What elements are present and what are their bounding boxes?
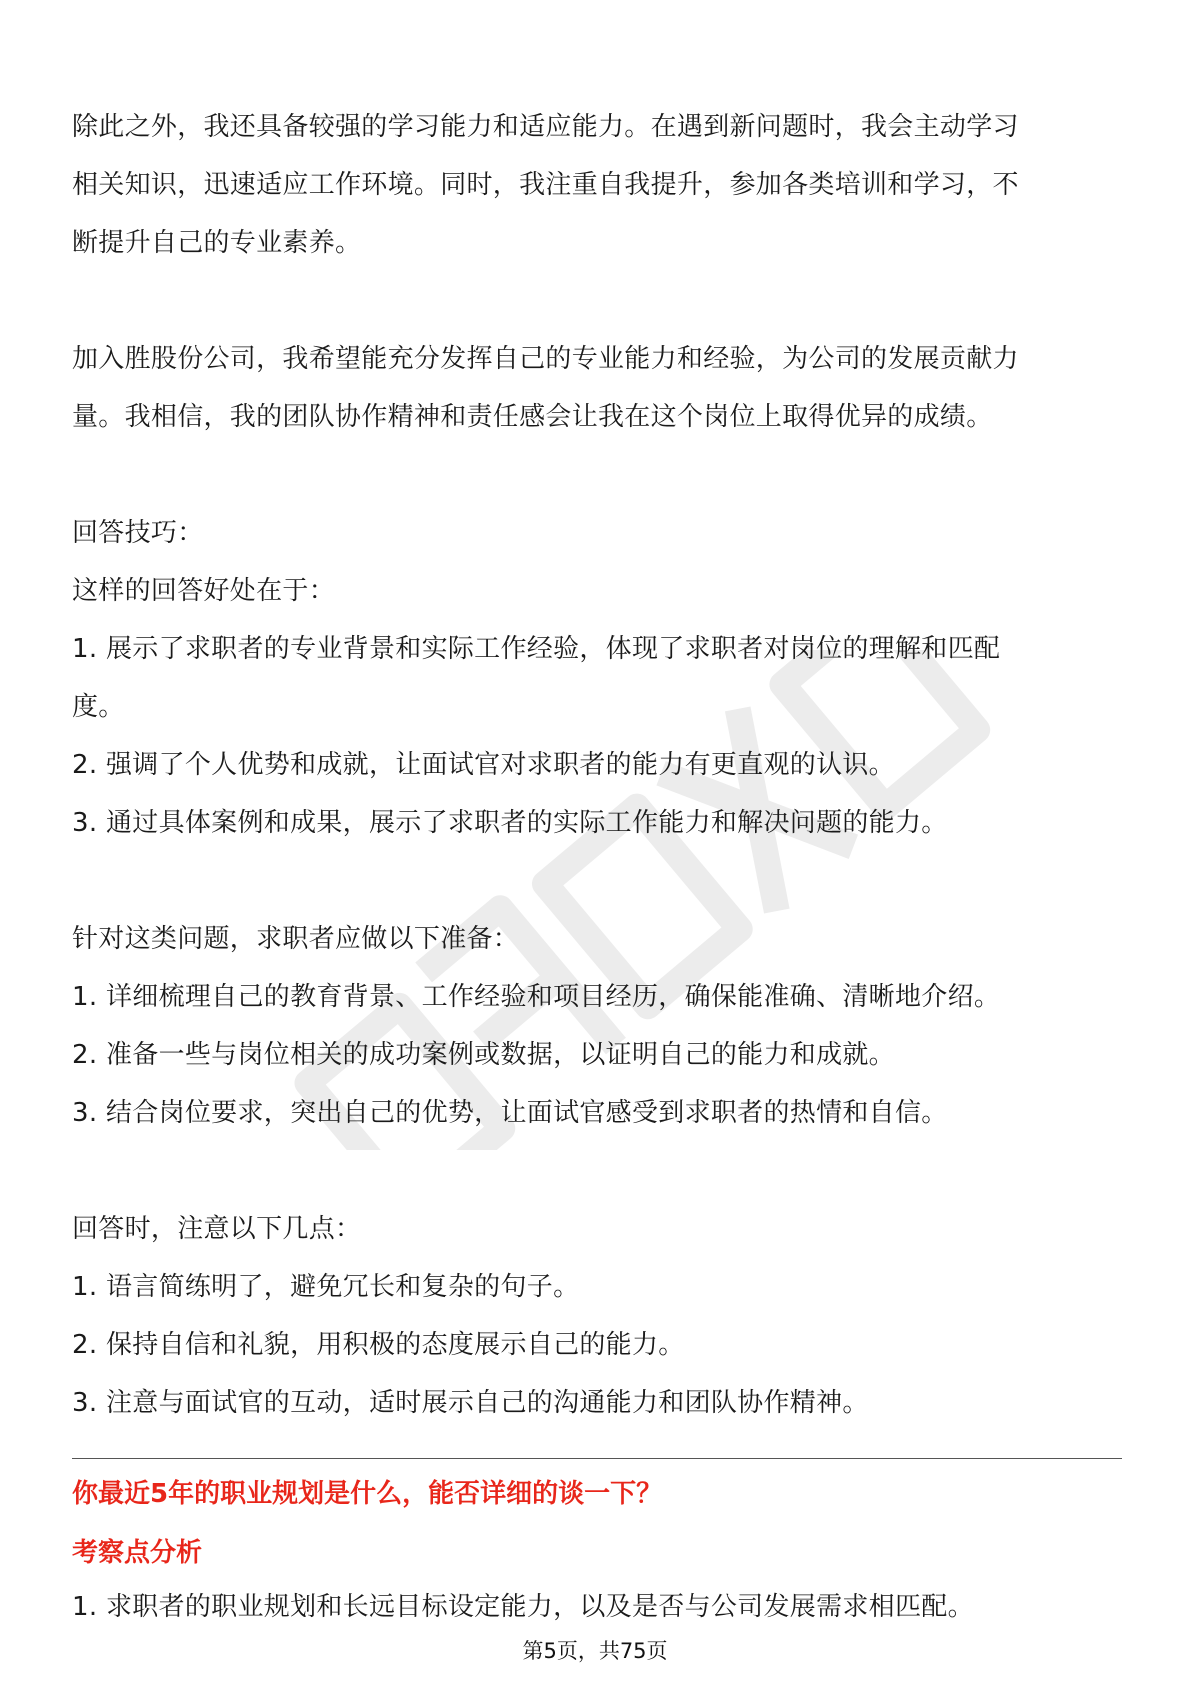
list-item: 1. 展示了求职者的专业背景和实际工作经验，体现了求职者对岗位的理解和匹配 [72,634,1001,664]
analysis-title: 考察点分析 [72,1538,203,1568]
list-item: 1. 语言简练明了，避免冗长和复杂的句子。 [72,1272,580,1302]
paragraph-line: 加入胜股份公司，我希望能充分发挥自己的专业能力和经验，为公司的发展贡献力 [72,344,1019,374]
page-number-footer: 第5页，共75页 [522,1639,668,1663]
paragraph-line: 除此之外，我还具备较强的学习能力和适应能力。在遇到新问题时，我会主动学习 [72,112,1019,142]
list-item: 2. 强调了个人优势和成就，让面试官对求职者的能力有更直观的认识。 [72,750,895,780]
list-item: 1. 求职者的职业规划和长远目标设定能力，以及是否与公司发展需求相匹配。 [72,1592,974,1622]
body-content [72,98,1122,1432]
list-item: 度。 [72,692,125,722]
preparation-intro: 针对这类问题，求职者应做以下准备： [72,924,520,954]
tips-heading: 回答技巧： [72,518,204,548]
paragraph-line: 相关知识，迅速适应工作环境。同时，我注重自我提升，参加各类培训和学习，不 [72,170,1019,200]
list-item: 2. 保持自信和礼貌，用积极的态度展示自己的能力。 [72,1330,685,1360]
list-item: 2. 准备一些与岗位相关的成功案例或数据，以证明自己的能力和成就。 [72,1040,895,1070]
list-item: 3. 通过具体案例和成果，展示了求职者的实际工作能力和解决问题的能力。 [72,808,948,838]
list-item: 3. 注意与面试官的互动，适时展示自己的沟通能力和团队协作精神。 [72,1388,869,1418]
notes-intro: 回答时，注意以下几点： [72,1214,362,1244]
list-item: 1. 详细梳理自己的教育背景、工作经验和项目经历，确保能准确、清晰地介绍。 [72,982,1001,1012]
benefits-intro: 这样的回答好处在于： [72,576,336,606]
list-item: 3. 结合岗位要求，突出自己的优势，让面试官感受到求职者的热情和自信。 [72,1098,948,1128]
question-heading: 你最近5年的职业规划是什么，能否详细的谈一下？ [72,1479,663,1509]
section-divider [72,1458,1122,1459]
paragraph-line: 断提升自己的专业素养。 [72,228,362,258]
paragraph-line: 量。我相信，我的团队协作精神和责任感会让我在这个岗位上取得优异的成绩。 [72,402,993,432]
